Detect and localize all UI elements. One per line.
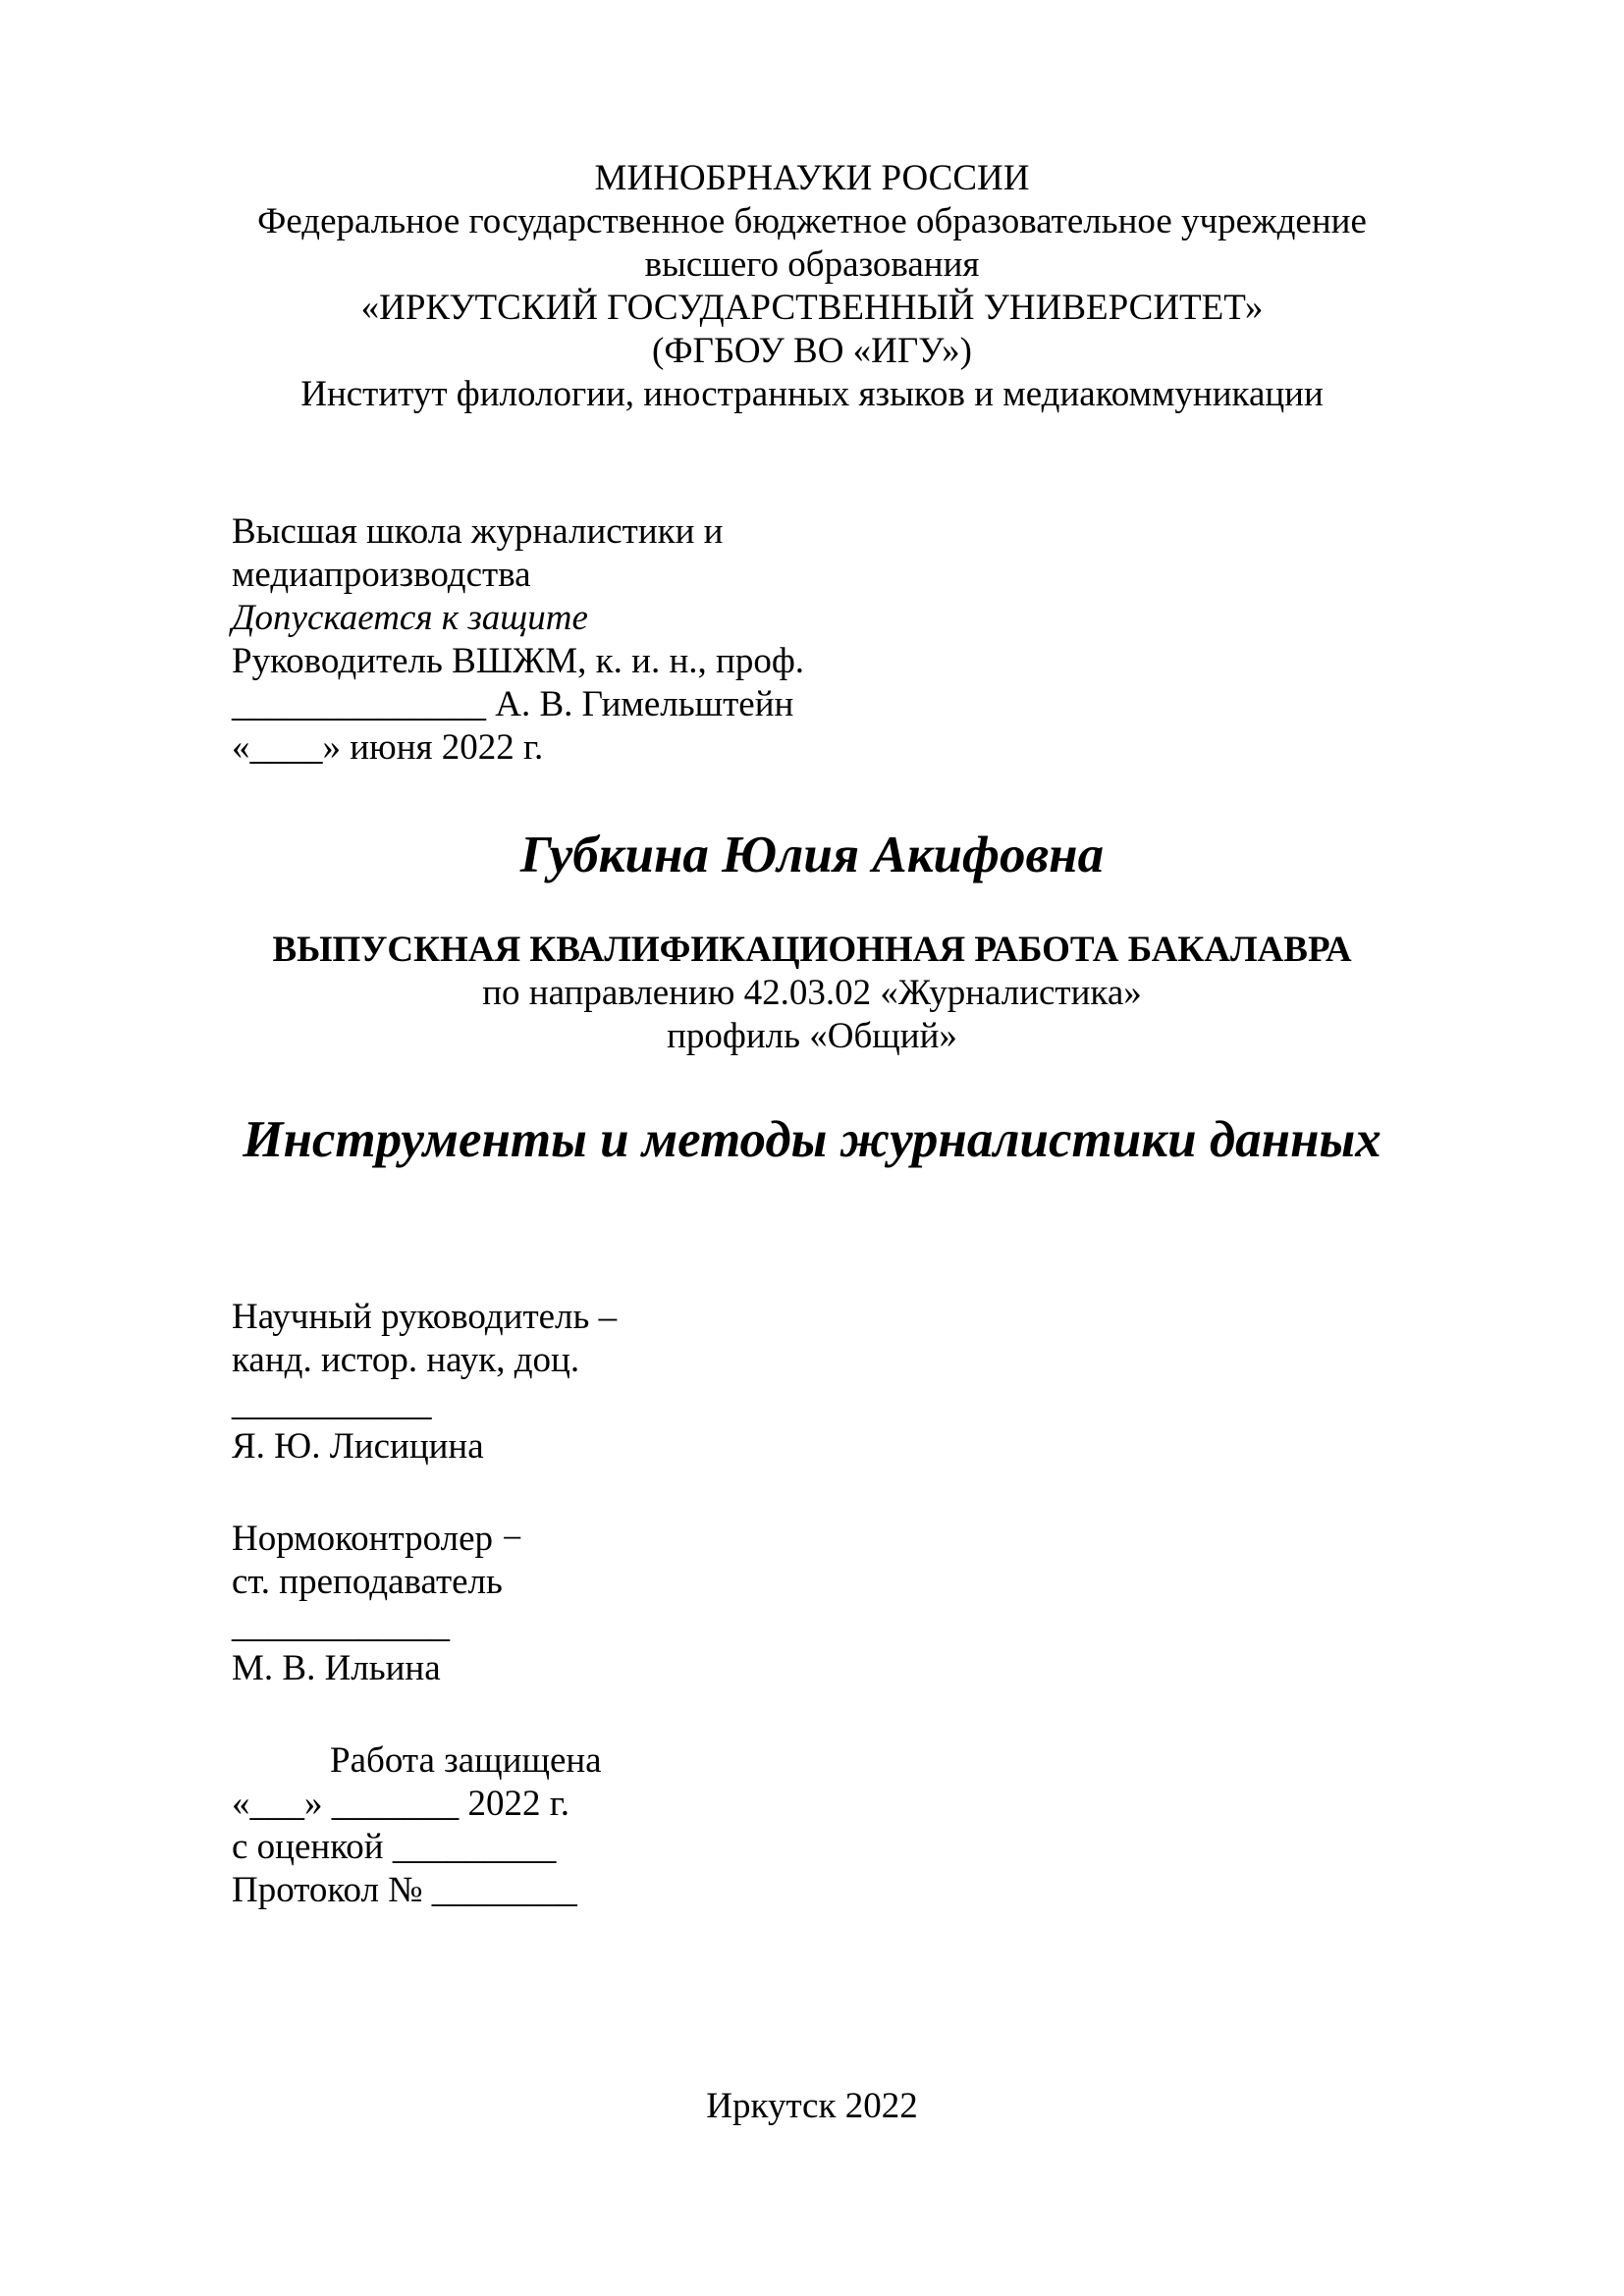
defense-block (232, 1739, 602, 1912)
approval-block (232, 510, 804, 770)
work-title: Инструменты и методы журналистики данных (243, 1111, 1381, 1168)
supervisor-signature-line: ___________ (232, 1383, 432, 1423)
defense-status: Работа защищена (330, 1740, 602, 1781)
school-line-2: медиапроизводства (232, 555, 531, 595)
institution-type-line: Федеральное государственное бюджетное образовательное учреждение (257, 201, 1367, 241)
normcontroller-role: Нормоконтролер − (232, 1519, 523, 1559)
defense-date: «___» _______ 2022 г. (232, 1784, 570, 1824)
author-name: Губкина Юлия Акифовна (519, 827, 1105, 883)
school-line-1: Высшая школа журналистики и (232, 511, 724, 552)
ministry-line: МИНОБРНАУКИ РОССИИ (594, 158, 1030, 198)
defense-protocol: Протокол № ________ (232, 1870, 577, 1910)
work-profile-line: профиль «Общий» (667, 1016, 957, 1056)
defense-grade: с оценкой _________ (232, 1827, 557, 1867)
work-info-block (0, 929, 1624, 1058)
normcontroller-block (232, 1518, 522, 1690)
normcontroller-position: ст. преподаватель (232, 1562, 503, 1602)
university-line: «ИРКУТСКИЙ ГОСУДАРСТВЕННЫЙ УНИВЕРСИТЕТ» (360, 288, 1264, 328)
head-position-line: Руководитель ВШЖМ, к. и. н., проф. (232, 641, 805, 681)
footer-city-year: Иркутск 2022 (706, 2086, 918, 2126)
admitted-line: Допускается к защите (232, 598, 588, 638)
work-type-line: ВЫПУСКНАЯ КВАЛИФИКАЦИОННАЯ РАБОТА БАКАЛАВРА (272, 930, 1352, 970)
approval-date-line: «____» июня 2022 г. (232, 727, 544, 768)
supervisor-role: Научный руководитель – (232, 1297, 618, 1337)
head-signature-line: ______________ А. В. Гимельштейн (232, 684, 794, 724)
header-block (0, 157, 1624, 416)
normcontroller-signature-line: ____________ (232, 1605, 450, 1645)
supervisor-degree: канд. истор. наук, доц. (232, 1340, 580, 1380)
institute-line: Институт филологии, иностранных языков и медиакоммуникации (300, 374, 1324, 414)
supervisor-name: Я. Ю. Лисицина (232, 1426, 484, 1467)
normcontroller-name: М. В. Ильина (232, 1648, 441, 1688)
supervisor-block (232, 1296, 617, 1468)
abbreviation-line: (ФГБОУ ВО «ИГУ») (652, 331, 972, 371)
work-direction-line: по направлению 42.03.02 «Журналистика» (482, 973, 1142, 1013)
education-level-line: высшего образования (644, 244, 980, 285)
